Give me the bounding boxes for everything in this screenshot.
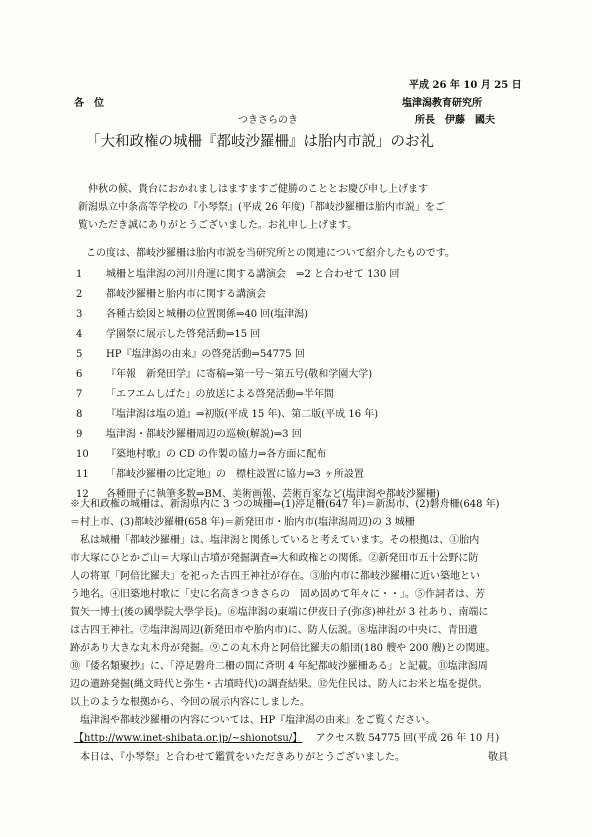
director-name: 所長 伊藤 國夫 — [415, 115, 495, 126]
letter-date: 平成 26 年 10 月 25 日 — [409, 80, 522, 91]
note-line: ※大和政権の城柵は、新潟県内に 3 つの城柵⇒(1)渟足柵(647 年)＝新潟市、(2)磐舟柵(648 年) — [70, 499, 500, 510]
item-number: 1 — [76, 269, 83, 280]
item-text: 「エフエムしばた」の放送による啓発活動⇒半年間 — [106, 389, 334, 400]
list-item — [76, 268, 546, 288]
list-item — [76, 468, 546, 488]
item-text: 『年報 新発田学』に寄稿⇒第一号～第五号(敬和学園大学) — [106, 369, 373, 380]
body-line: 私は城柵「都岐沙羅柵」は、塩津潟と関係していると考えています。その根拠は、①胎内 — [80, 535, 480, 546]
body-line: 跡があり大きな丸木舟が発掘。⑨この丸木舟と阿倍比羅夫の船団(180 艘や 200 艘)との関連。 — [70, 643, 496, 654]
organization-name: 塩津潟教育研究所 — [402, 98, 482, 109]
list-item — [76, 328, 546, 348]
intro-paragraph — [78, 181, 548, 235]
sign-off: 敬具 — [488, 752, 508, 763]
intro-line: 仲秋の候、貴台におかれましはますますご健勝のこととお慶び申し上げます — [88, 184, 428, 195]
item-text: 各種冊子に執筆多数⇒BM、美術画報、芸術百家など(塩津潟や都岐沙羅柵) — [106, 489, 440, 500]
website-link[interactable]: 【http://www.inet-shibata.or.jp/~shionotsu/】 — [74, 733, 303, 744]
item-number: 12 — [76, 489, 89, 500]
item-number: 8 — [76, 409, 83, 420]
list-item — [76, 388, 546, 408]
item-number: 4 — [76, 329, 83, 340]
body-line: ⑩『倭名類聚抄』に、「渟足磐舟二柵の間に斉明 4 年紀都岐沙羅柵ある」と記載。⑪塩津潟周 — [70, 661, 488, 672]
body-line: う地名。④旧築地村歌に「史に名高きつきさらの 固め固めて年々に・・」。⑤作詞者は、芳 — [70, 589, 485, 600]
item-text: 学園祭に展示した啓発活動⇒15 回 — [106, 329, 261, 340]
list-item — [76, 368, 546, 388]
addressee: 各 位 — [74, 98, 104, 109]
item-number: 7 — [76, 389, 83, 400]
item-text: 『塩津潟は塩の道』⇒初版(平成 15 年)、第二版(平成 16 年) — [106, 409, 379, 420]
item-text: 「都岐沙羅柵の比定地」の 標柱設置に協力⇒3 ヶ所設置 — [106, 469, 364, 480]
item-number: 2 — [76, 289, 83, 300]
item-text: 『築地村歌』の CD の作製の協力⇒各方面に配布 — [106, 449, 327, 460]
activity-list — [76, 268, 546, 508]
item-number: 3 — [76, 309, 83, 320]
item-number: 11 — [76, 469, 89, 480]
body-paragraph — [70, 532, 540, 712]
website-notice: 塩津潟や都岐沙羅柵の内容については、HP『塩津潟の由来』をご覧ください。 — [80, 715, 436, 726]
note-line: ＝村上市、(3)都岐沙羅柵(658 年)＝新発田市・胎内市(塩津潟周辺)の 3 城柵 — [70, 517, 415, 528]
body-line: は古四王神社。⑦塩津潟周辺(新発田市や胎内市)に、防人伝説。⑧塩津潟の中央に、青田遺 — [70, 625, 478, 636]
title-ruby: つきさらのき — [238, 115, 298, 126]
list-item — [76, 448, 546, 468]
list-item — [76, 408, 546, 428]
intro-line: 新潟県立中条高等学校の『小琴祭』(平成 26 年度)「都岐沙羅柵は胎内市説」をご — [78, 202, 445, 213]
body-line: 賀矢一博士(後の國學院大學学長)。⑥塩津潟の東端に伊夜日子(弥彦)神社が 3 社あり、南端に — [70, 607, 489, 618]
list-item — [76, 428, 546, 448]
item-number: 10 — [76, 449, 89, 460]
item-number: 5 — [76, 349, 83, 360]
item-text: 塩津潟・都岐沙羅柵周辺の巡検(解説)⇒3 回 — [106, 429, 302, 440]
item-text: HP『塩津潟の由来』の啓発活動⇒54775 回 — [106, 349, 305, 360]
body-line: 以上のような根拠から、今回の展示内容にしました。 — [70, 697, 310, 708]
item-text: 各種古絵図と城柵の位置関係⇒40 回(塩津潟) — [106, 309, 309, 320]
lead-sentence: この度は、都岐沙羅柵は胎内市説を当研究所との関連について紹介したものです。 — [86, 248, 455, 259]
closing-sentence: 本日は、『小琴祭』と合わせて鑑賞をいただきありがとうございました。 — [80, 752, 405, 763]
item-number: 6 — [76, 369, 83, 380]
letter-title: 「大和政権の城柵『都岐沙羅柵』は胎内市説」のお礼 — [86, 134, 434, 150]
item-text: 都岐沙羅柵と胎内市に関する講演会 — [106, 289, 266, 300]
list-item — [76, 308, 546, 328]
link-line — [74, 732, 499, 746]
access-count: アクセス数 54775 回(平成 26 年 10 月) — [315, 733, 500, 744]
list-item — [76, 288, 546, 308]
item-number: 9 — [76, 429, 83, 440]
castle-note — [70, 496, 540, 532]
body-line: 市大塚にひとかご山＝大塚山古墳が発掘調査⇒大和政権との関係。②新発田市五十公野に防 — [70, 553, 479, 564]
list-item — [76, 348, 546, 368]
item-text: 城柵と塩津潟の河川舟運に関する講演会 ⇒2 と合わせて 130 回 — [106, 269, 400, 280]
body-line: 人の将軍「阿倍比羅夫」を祀った古四王神社が存在。③胎内市に都岐沙羅柵に近い築地とい — [70, 571, 480, 582]
body-line: 辺の遺跡発掘(縄文時代と弥生・古墳時代)の調査結果。⑫先住民は、防人にお米と塩を提供。 — [70, 679, 488, 690]
intro-line: 覧いただき誠にありがとうございました。お礼申し上げます。 — [78, 220, 358, 231]
